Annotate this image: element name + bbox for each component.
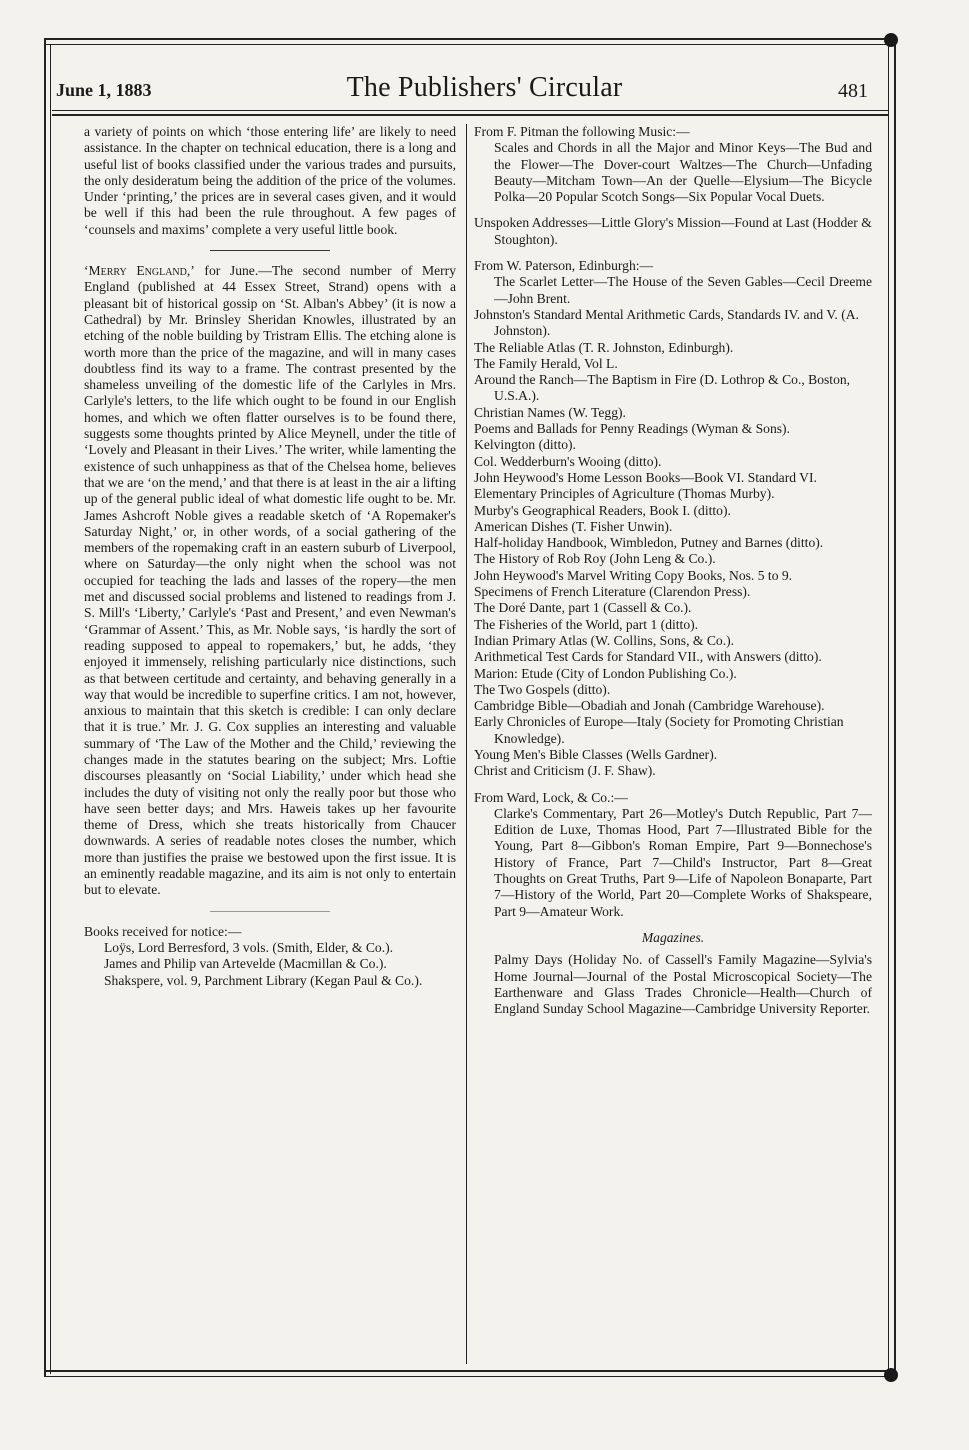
list-entry: Marion: Etude (City of London Publishing Co.). <box>474 665 737 681</box>
list-entry: Col. Wedderburn's Wooing (ditto). <box>474 453 662 469</box>
header-rule <box>52 110 888 111</box>
list-entry: Johnston's Standard Mental Arithmetic Cards, Standards IV. and V. (A. Johnston). <box>474 306 859 339</box>
right-border <box>894 40 896 1376</box>
corner-ornament-bottom <box>884 1368 898 1382</box>
list-entry: The Family Herald, Vol L. <box>474 355 618 371</box>
top-border-inner <box>44 44 896 45</box>
publication-title: The Publishers' Circular <box>346 72 623 103</box>
pitman-heading: From F. Pitman the following Music:— <box>474 124 690 139</box>
list-entry: The Two Gospels (ditto). <box>474 681 611 697</box>
issue-date: June 1, 1883 <box>56 80 152 100</box>
list-entry: Half-holiday Handbook, Wimbledon, Putney and Barnes (ditto). <box>474 535 824 551</box>
right-border-inner <box>888 44 889 1374</box>
page-number: 481 <box>838 80 868 102</box>
list-entry: American Dishes (T. Fisher Unwin). <box>474 518 673 534</box>
list-entry: Young Men's Bible Classes (Wells Gardner). <box>474 746 718 762</box>
book-entry: Loÿs, Lord Berresford, 3 vols. (Smith, Elder, & Co.). <box>104 939 394 955</box>
left-column <box>84 124 456 989</box>
list-entry: Christian Names (W. Tegg). <box>474 404 626 420</box>
magazines-heading: Magazines. <box>641 929 705 945</box>
list-entry: Specimens of French Literature (Clarendon Press). <box>474 584 751 600</box>
list-entry: Around the Ranch—The Baptism in Fire (D. Lothrop & Co., Boston, U.S.A.). <box>474 372 851 404</box>
books-received-heading: Books received for notice:— <box>84 923 242 939</box>
list-entry: John Heywood's Marvel Writing Copy Books, Nos. 5 to 9. <box>474 567 793 583</box>
column-divider <box>466 124 467 1364</box>
book-entry: James and Philip van Artevelde (Macmillan & Co.). <box>104 956 387 972</box>
top-border <box>44 38 896 40</box>
list-entry: Christ and Criticism (J. F. Shaw). <box>474 763 656 779</box>
right-column <box>474 124 872 1017</box>
paragraph-book-review-end: a variety of points on which ‘those entering life’ are likely to need assistance. In the chapter on technical education, there is a long and useful list of books classified under the various trades and pursuits, the only desideratum being the addition of the price of the volumes. Under ‘printing,’ the prices are in several cases given, and it would be well if this had been the rule throughout. A few pages of ‘counsels and maxims’ complete a very useful little book. <box>84 124 456 237</box>
list-entry: John Heywood's Home Lesson Books—Book VI. Standard VI. <box>474 469 817 485</box>
list-entry: Arithmetical Test Cards for Standard VII., with Answers (ditto). <box>474 649 822 665</box>
book-entry: Shakspere, vol. 9, Parchment Library (Kegan Paul & Co.). <box>104 972 423 988</box>
list-entry: Cambridge Bible—Obadiah and Jonah (Cambridge Warehouse). <box>474 698 825 714</box>
ward-lock-heading: From Ward, Lock, & Co.:— <box>474 789 628 805</box>
list-entry: Early Chronicles of Europe—Italy (Society for Promoting Christian Knowledge). <box>474 714 844 746</box>
list-entry: The Reliable Atlas (T. R. Johnston, Edinburgh). <box>474 339 734 355</box>
list-entry: The History of Rob Roy (John Leng & Co.). <box>474 551 716 567</box>
paterson-list: The Scarlet Letter—The House of the Seven Gables—Cecil Dreeme—John Brent. <box>494 274 872 306</box>
corner-ornament-top <box>884 33 898 47</box>
magazines-list: Palmy Days (Holiday No. of Cassell's Family Magazine—Sylvia's Home Journal—Journal of the Postal Microscopical Society—The Earthenware and Glass Trades Chronicle—Health—Church of England Sunday School Magazine—Cambridge University Reporter. <box>494 952 872 1017</box>
merry-england-text: for June.—The second number of Merry England (published at 44 Essex Street, Strand) opens with a pleasant bit of historical gossip on ‘St. Alban's Abbey’ (it is now a Cathedral) by Mr. Brinsley Sheridan Knowles, illustrated by an etching of the noble building by Tristram Ellis. The etching alone is worth more than the price of the magazine, and will in many cases doubtless find its way to a frame. The contrast presented by the shameless unveiling of the domestic life of the Carlyles in Mrs. Carlyle's letters, to the life which ought to be found in our English homes, and which we often flatter ourselves is to be found there, suggests some thoughts printed by Alice Meynell, under the title of ‘Lovely and Pleasant in their Lives.’ The writer, while lamenting the existence of such unhappiness as that of the Chelsea home, believes that we are ‘on the mend,’ and that there is at least in the air a lifting up of the general public ideal of what domestic life ought to be. Mr. James Ashcroft Noble gives a readable sketch of ‘A Ropemaker's Saturday Night,’ or, in other words, of a social gathering of the members of the ropemaking craft in an eastern suburb of Liverpool, where on Saturday—the only night when the school was not occupied for teaching the lads and lasses of the ropery—the men met and discussed social problems and listened to readings from J. S. Mill's ‘Liberty,’ Carlyle's ‘Past and Present,’ and even Newman's ‘Grammar of Assent.’ This, as Mr. Noble says, ‘is hardly the sort of reading supposed to appeal to ropemakers,’ but, he adds, ‘they enjoyed it immensely, relishing particularly nice distinctions, such as that between certitude and certainty, and behaving generally in a way that would be incredible to superfine critics. I am not, however, anxious to maintain that this sketch is credible: I can only declare that it is true.’ Mr. J. G. Cox supplies an interesting and valuable summary of ‘The Law of the Mother and the Child,’ reviewing the changes made in the statutes bearing on the subject; Mrs. Loftie discourses pleasantly on ‘Social Liability,’ under which head she includes the duty of visiting not only the really poor but those who have seen better days; and Mrs. Haweis takes up her favourite theme of Dress, which she treats historically from Chaucer downwards. A series of readable notes closes the number, which more than justifies the praise we bestowed upon the first issue. It is an eminently readable magazine, and its aim is not only to entertain but to elevate. <box>84 263 457 898</box>
pitman-music-list: Scales and Chords in all the Major and Minor Keys—The Bud and the Flower—The Dover-court Waltzes—The Church—Unfading Beauty—Mitcham Town—An der Quelle—Elysium—The Bicycle Polka—20 Popular Scotch Songs—Six Popular Vocal Duets. <box>494 140 872 205</box>
list-entry: Unspoken Addresses—Little Glory's Mission—Found at Last (Hodder & Stoughton). <box>474 215 872 247</box>
header-rule-thick <box>52 114 888 116</box>
list-entry: Kelvington (ditto). <box>474 437 576 453</box>
bottom-border-inner <box>44 1376 896 1377</box>
left-border-inner <box>50 44 51 1374</box>
section-divider <box>210 911 330 912</box>
bottom-border <box>44 1370 896 1372</box>
list-entry: The Fisheries of the World, part 1 (ditto). <box>474 616 699 632</box>
ward-lock-list: Clarke's Commentary, Part 26—Motley's Dutch Republic, Part 7—Edition de Luxe, Thomas Hood, Part 7—Illustrated Bible for the Young, Part 8—Gibbon's Roman Empire, Part 9—Bonnechose's History of France, Part 7—Child's Instructor, Part 8—Great Thoughts on Great Truths, Part 9—Life of Napoleon Bonaparte, Part 7—History of the World, Part 20—Complete Works of Shakspeare, Part 9—Amateur Work. <box>494 805 872 919</box>
list-entry: Elementary Principles of Agriculture (Thomas Murby). <box>474 486 775 502</box>
paterson-heading: From W. Paterson, Edinburgh:— <box>474 258 654 274</box>
list-entry: Poems and Ballads for Penny Readings (Wyman & Sons). <box>474 421 790 437</box>
list-entry: The Doré Dante, part 1 (Cassell & Co.). <box>474 600 692 616</box>
section-divider <box>210 250 330 251</box>
paragraph-merry-england <box>84 263 456 899</box>
merry-england-lead: ‘Merry England,’ <box>84 263 195 279</box>
list-entry: Murby's Geographical Readers, Book I. (ditto). <box>474 502 731 518</box>
list-entry: Indian Primary Atlas (W. Collins, Sons, & Co.). <box>474 632 735 648</box>
left-border <box>44 40 46 1376</box>
